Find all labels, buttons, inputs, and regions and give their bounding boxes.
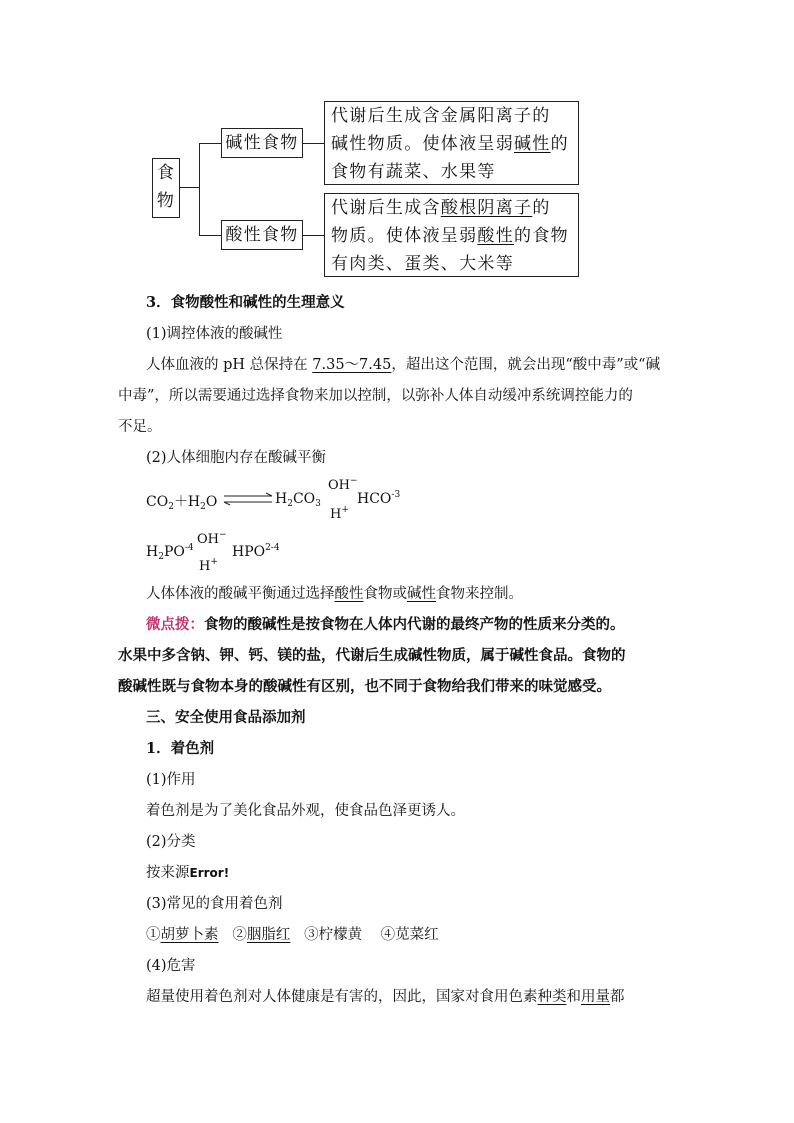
colorant-amaranth: 苋菜红 <box>395 927 439 943</box>
section-3-heading: 3．食物酸性和碱性的生理意义 <box>146 294 345 311</box>
error-text: Error! <box>189 866 230 880</box>
tip-line-2: 水果中多含钠、钾、钙、镁的盐，代谢后生成碱性物质，属于碱性食品。食物的 <box>118 647 626 664</box>
colorant-heading: 1．着色剂 <box>146 740 215 757</box>
tip-line-3: 酸碱性既与食物本身的酸碱性有区别，也不同于食物给我们带来的味觉感受。 <box>118 678 611 695</box>
colorant-item-4-text: 超量使用着色剂对人体健康是有害的，因此，国家对食用色素种类和用量都 <box>146 989 625 1005</box>
acidic-answer-2: 酸性 <box>477 226 515 246</box>
eq2-hydrogen-phosphate: HPO$^{2-4}$ <box>232 543 280 560</box>
section-3-para-1-line-2: 中毒”，所以需要通过选择食物来加以控制，以弥补人体自动缓冲系统调控能力的 <box>118 388 633 404</box>
connector-branch-top <box>199 143 221 144</box>
colorant-item-1: (1)作用 <box>146 772 196 788</box>
section-3-sub-1: (1)调控体液的酸碱性 <box>146 326 283 342</box>
pigment-amount-answer: 用量 <box>581 989 610 1005</box>
colorant-item-2-text: 按来源Error! <box>146 865 230 881</box>
eq1-h-condition: H+ <box>330 505 349 522</box>
acidic-food-label: 酸性食物 <box>225 225 299 245</box>
acidic-desc-line-2: 物质。使体液呈弱酸性的食物 <box>331 226 569 246</box>
tip-line-1: 微点拨：食物的酸碱性是按食物在人体内代谢的最终产物的性质来分类的。 <box>146 616 625 633</box>
alkaline-food-box <box>221 128 303 158</box>
colorant-item-2: (2)分类 <box>146 834 196 850</box>
colorant-item-3: (3)常见的食用着色剂 <box>146 896 283 912</box>
alkaline-desc-line-1: 代谢后生成含金属阳离子的 <box>331 106 551 126</box>
alkaline-desc-line-2: 碱性物质。使体液呈弱碱性的 <box>331 134 569 154</box>
acidic-desc-line-1: 代谢后生成含酸根阴离子的 <box>331 198 551 218</box>
food-label-char-1: 食 <box>156 163 176 183</box>
eq2-dihydrogen-phosphate: $H_2PO^{-4}$ <box>146 543 194 562</box>
colorant-carotene: 胡萝卜素 <box>160 927 219 943</box>
eq1-oh-condition: OH− <box>328 476 358 493</box>
ph-range-answer: 7.35～7.45 <box>312 357 392 373</box>
colorant-tartrazine: 柠檬黄 <box>318 927 363 943</box>
acidic-answer-1: 酸根阴离子 <box>440 198 533 218</box>
acidic-desc-box <box>324 193 579 277</box>
eq1-reactants: $CO_2+H_2O$ <box>146 494 218 512</box>
food-label-box <box>152 158 180 218</box>
eq1-bicarbonate: $HCO^{-3}$ <box>357 490 401 507</box>
eq1-reversible-arrow <box>222 492 274 506</box>
tip-label: 微点拨： <box>146 616 204 633</box>
section-three-heading: 三、安全使用食品添加剂 <box>146 709 306 726</box>
connector-branch-vertical <box>199 143 200 235</box>
alkaline-desc-box <box>324 101 579 185</box>
food-label-char-2: 物 <box>156 191 176 211</box>
colorant-item-4: (4)危害 <box>146 958 196 974</box>
section-3-sub-2: (2)人体细胞内存在酸碱平衡 <box>146 450 327 466</box>
alkaline-food-answer: 碱性 <box>407 586 436 602</box>
alkaline-answer: 碱性 <box>514 134 551 154</box>
connector-food-stem <box>179 187 199 188</box>
eq2-h-condition: H+ <box>199 557 218 574</box>
section-3-para-2: 人体体液的酸碱平衡通过选择酸性食物或碱性食物来控制。 <box>146 586 523 602</box>
alkaline-food-label: 碱性食物 <box>225 133 299 153</box>
section-3-para-1-line-1: 人体血液的 pH 总保持在 7.35～7.45，超出这个范围，就会出现“酸中毒”或“碱 <box>146 357 661 373</box>
eq2-oh-condition: OH− <box>197 530 227 547</box>
alkaline-desc-line-3: 食物有蔬菜、水果等 <box>331 162 496 182</box>
connector-acidic-desc <box>302 235 324 236</box>
colorant-item-1-text: 着色剂是为了美化食品外观，使食品色泽更诱人。 <box>146 803 465 819</box>
acidic-food-box <box>221 220 303 250</box>
acidic-food-answer: 酸性 <box>334 586 364 602</box>
connector-alkaline-desc <box>302 143 324 144</box>
connector-branch-bottom <box>199 235 221 236</box>
eq1-carbonic-acid: $H_2CO_3$ <box>275 491 321 509</box>
colorant-carmine: 胭脂红 <box>246 927 291 943</box>
section-3-para-1-line-3: 不足。 <box>118 419 162 435</box>
pigment-type-answer: 种类 <box>537 989 567 1005</box>
colorant-list: ①胡萝卜素 ②胭脂红 ③柠檬黄 ④苋菜红 <box>146 927 439 943</box>
acidic-desc-line-3: 有肉类、蛋类、大米等 <box>331 254 514 274</box>
